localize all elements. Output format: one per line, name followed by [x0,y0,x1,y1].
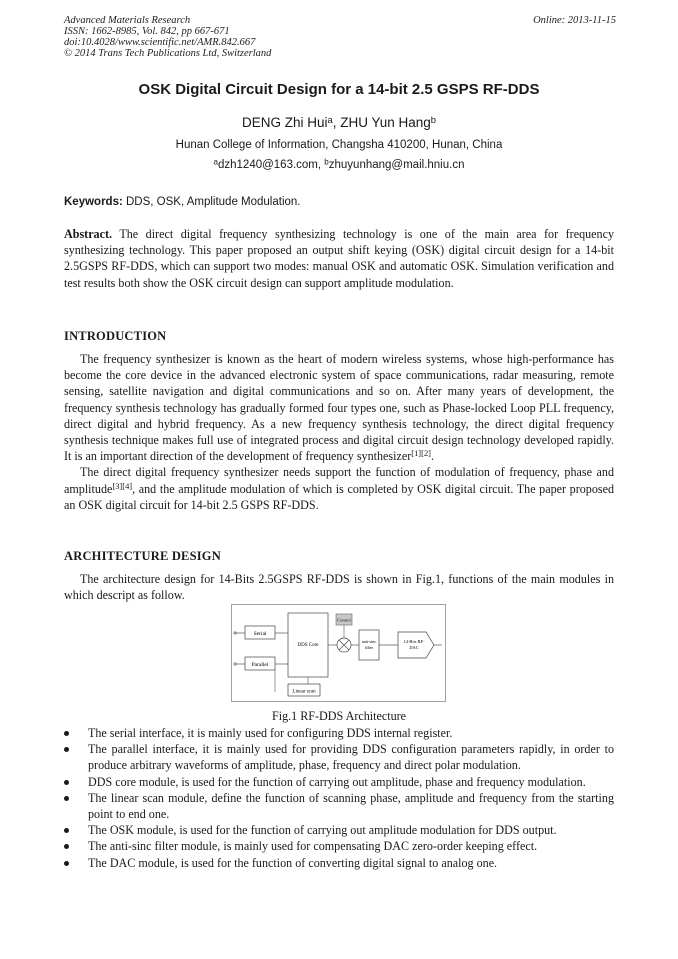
list-item-text: The serial interface, it is mainly used for configuring DDS internal register. [88,726,453,740]
dds-core-label: DDS Core [297,643,319,648]
email-address[interactable]: dzh1240@163.com, [217,159,325,171]
author-separator: , [332,115,341,130]
paragraph-text: , and the amplitude modulation of which is completed by OSK digital circuit. The paper proposed an OSK digital circuit for 14-bit 2.5 GSPS RF-DDS. [64,481,614,512]
list-item-text: The DAC module, is used for the function of converting digital signal to analog one. [88,855,498,870]
author-affil-mark: a [327,114,333,126]
bullet-icon [64,780,69,785]
introduction-body [64,351,614,513]
citation[interactable]: [3][4] [112,480,133,491]
paragraph-text: The frequency synthesizer is known as the heart of modern wireless systems, whose high-performance has become the core device in the advanced electronic system of space communications, radar measuring, remote sensing, satellite navigation and digital communications and so on. After many years of development, the frequency synthesis technology has gradually formed four types one, such as Phase-locked Loop PLL frequency, direct digital and hybrid frequency. As a new frequency synthesis technology, the direct digital frequency synthesis technique makes full use of integrated process and digital circuit design technology developed rapidly. It is an important direction of the development of frequency synthesizer [64,352,614,464]
journal-name: Advanced Materials Research [64,15,191,26]
abstract-label: Abstract. [64,227,113,241]
bullet-icon [64,731,69,736]
keywords-label: Keywords: [64,196,123,208]
anti-sinc-label: anti-sinc [361,639,377,644]
issn-line: ISSN: 1662-8985, Vol. 842, pp 667-671 [64,26,230,37]
paragraph [64,464,614,513]
affiliation: Hunan College of Information, Changsha 410200, Hunan, China [175,139,503,151]
list-item-text: The parallel interface, it is mainly used for providing DDS configuration parameters rapidly, in order to produce arbitrary waveforms of amplitude, phase, frequency and direct polar modulation. [88,742,614,773]
author-affil-mark: b [430,114,437,126]
email-mark: b [324,157,329,167]
list-item [64,855,614,871]
online-date: Online: 2013-11-15 [533,15,616,26]
figure-caption: Fig.1 RF-DDS Architecture [271,709,407,723]
list-item [64,741,614,773]
section-heading-introduction: INTRODUCTION [64,329,167,343]
list-item-text: The linear scan module, define the function of scanning phase, amplitude and frequency from the starting point to end one. [88,790,614,822]
dac-label: DAC [409,645,419,650]
list-item [64,822,614,838]
keywords [64,196,301,208]
bullet-icon [64,747,69,752]
abstract [64,226,614,291]
email-line [0,159,678,171]
list-item [64,838,614,854]
list-item [64,790,614,822]
bullet-icon [64,861,69,866]
doi-line: doi:10.4028/www.scientific.net/AMR.842.667 [64,37,256,48]
journal-meta [64,15,271,59]
paragraph [64,351,614,464]
copyright-line: © 2014 Trans Tech Publications Ltd, Switzerland [64,48,272,59]
anti-sinc-label: filter [364,645,374,650]
list-item-text: The anti-sinc filter module, is mainly used for compensating DAC zero-order keeping effect. [88,839,538,854]
bullet-icon [64,796,69,801]
list-item [64,725,614,741]
rf-dds-architecture-diagram [231,604,446,702]
paragraph: The architecture design for 14-Bits 2.5GSPS RF-DDS is shown in Fig.1, functions of the main modules in which descript as follow. [64,572,614,603]
paragraph-text: The direct digital frequency synthesizer needs support the function of modulation of frequency, phase and amplitude [64,465,614,496]
email-address[interactable]: zhuyunhang@mail.hniu.cn [328,159,465,171]
linear-scan-label: Linear scan [292,689,316,695]
dac-label: 14-Bits RF- [403,639,425,644]
bullet-icon [64,828,69,833]
paragraph-text: . [431,449,435,464]
module-list [64,725,614,871]
author-line [0,115,678,130]
section-heading-architecture: ARCHITECTURE DESIGN [64,549,221,563]
citation[interactable]: [1][2] [411,448,431,459]
author-name: ZHU Yun Hang [340,115,431,130]
list-item [64,774,614,790]
author-name: DENG Zhi Hui [241,115,328,130]
paper-title: OSK Digital Circuit Design for a 14-bit 2.5 GSPS RF-DDS [138,81,540,98]
email-mark: a [213,157,218,167]
abstract-text: The direct digital frequency synthesizing technology is one of the main area for frequency synthesizing technology. This paper proposed an output shift keying (OSK) digital circuit design for a 14-bit 2.5GSPS RF-DDS, which can support two modes: manual OSK and automatic OSK. Simulation verification and test results both show the OSK circuit design can support amplitude modulation. [64,227,614,290]
serial-label: Serial [253,631,267,637]
list-item-text: DDS core module, is used for the function of carrying out amplitude, phase and frequency modulation. [88,774,586,789]
parallel-label: Parallel [251,662,269,668]
architecture-body [64,571,614,603]
control-label: Control [337,617,351,623]
list-item-text: The OSK module, is used for the function of carrying out amplitude modulation for DDS output. [88,823,557,838]
keywords-text: DDS, OSK, Amplitude Modulation. [122,196,301,208]
bullet-icon [64,844,69,849]
